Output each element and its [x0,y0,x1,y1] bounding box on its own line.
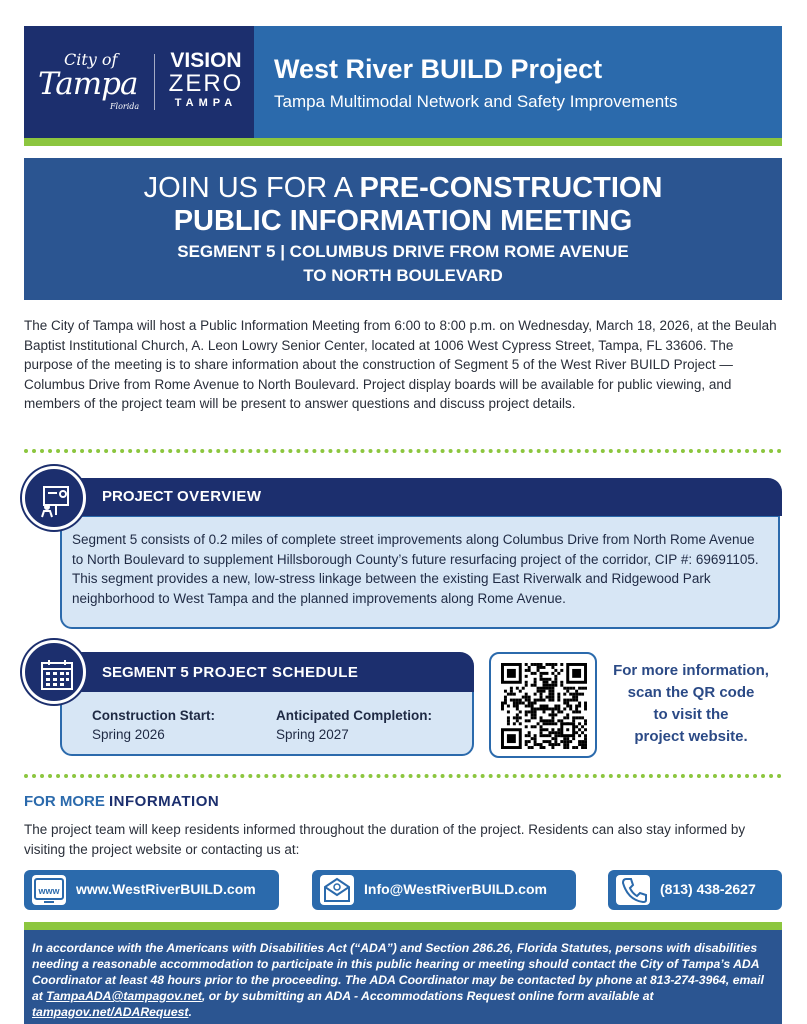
overview-text: Segment 5 consists of 0.2 miles of complete street improvements along Columbus Drive from North Rome Avenue to North Boulevard to supplement Hillsborough County’s future resurfacing project of the corridor, CIP #: 69691105. This segment provides a new, low-stress linkage between the existing East Riverwalk and Ridgewood Park neighborhood to West Tampa and the planned improvements along Rome Avenue. [72,532,759,606]
header-logo-panel [24,26,254,138]
ada-part2: , or by submitting an ADA - Accommodations Request online form available at [201,989,654,1003]
project-subtitle: Tampa Multimodal Network and Safety Improvements [274,92,678,111]
more-info-text: The project team will keep residents informed throughout the duration of the project. Residents can also stay informed by visiting the project website or contacting us at: [24,822,746,857]
website-icon [32,875,66,905]
more-info-title-bold: INFORMATION [109,793,220,810]
header-title-panel [254,26,782,138]
qr-caption-line1: For more information, [613,662,769,679]
completion-value: Spring 2027 [276,727,349,742]
vision-zero-logo [162,50,250,110]
schedule-box [60,690,474,756]
intro-paragraph: The City of Tampa will host a Public Information Meeting from 6:00 to 8:00 p.m. on Wednesday, March 18, 2026, at the Beulah Baptist Institutional Church, A. Leon Lowry Senior Center, located at 1006 West Cypress Street, Tampa, FL 33606. The purpose of the meeting is to share information about the construction of Segment 5 of the West River BUILD Project — Columbus Drive from Rome Avenue to North Boulevard. Project display boards will be available for public viewing, and members of the project team will be present to answer questions and discuss project details. [24,318,777,411]
schedule-title [102,664,358,681]
ada-notice [24,930,782,1024]
qr-code-frame[interactable] [489,652,597,758]
qr-caption [600,660,782,748]
overview-header-bar [60,478,782,516]
vz-zero: ZERO [168,70,244,97]
header-accent-bar [24,138,782,146]
banner-segment [24,240,782,288]
calendar-icon [39,657,75,693]
dotted-divider [24,774,782,778]
vz-vision: VISION [170,49,242,72]
phone-link[interactable] [608,870,782,910]
website-link[interactable] [24,870,279,910]
city-of-tampa-logo [34,46,154,116]
logo-divider [154,54,155,110]
more-info-title [24,793,219,810]
email-icon [320,875,354,905]
ada-text [32,940,776,1020]
ada-email-link[interactable]: TampaADA@tampagov.net [46,989,202,1003]
qr-caption-line3: to visit the [653,706,729,723]
project-title: West River BUILD Project [274,54,603,84]
ada-part3: . [188,1005,192,1019]
overview-title [102,488,262,505]
ada-accent-bar [24,922,782,930]
vz-tampa: TAMPA [174,97,238,109]
overview-icon-circle [22,466,86,530]
schedule-header-bar [60,652,474,692]
banner-heading [24,172,782,238]
qr-code[interactable] [501,663,587,749]
email-link[interactable] [312,870,576,910]
logo-city-of: City of [64,50,118,69]
ada-request-link[interactable]: tampagov.net/ADARequest [32,1005,189,1019]
banner-segment-line1: SEGMENT 5 | COLUMBUS DRIVE FROM ROME AVENUE [177,242,629,261]
ada-part1: In accordance with the Americans with Disabilities Act (“ADA”) and Section 286.26, Florida Statutes, persons with disabilities needing a reasonable accommodation to participate in this public hearing or meeting should contact the City of Tampa’s ADA Coordinator at least 48 hours prior to the proceeding. The ADA Coordinator may be contacted by phone at 813-274-3964, email at [32,941,764,1003]
construction-start-label: Construction Start: [92,708,215,723]
logo-tampa: Tampa [38,66,138,102]
schedule-title-lite: SEGMENT 5 [102,664,193,681]
phone-text[interactable]: (813) 438-2627 [660,881,756,897]
overview-title-bold: OVERVIEW [177,488,262,505]
schedule-title-bold: PROJECT SCHEDULE [192,664,359,681]
qr-caption-line2: scan the QR code [627,684,755,701]
banner-heading-bold: PRE-CONSTRUCTION [359,172,663,204]
overview-title-lite: PROJECT [102,488,178,505]
more-info-title-lite: FOR MORE [24,793,109,810]
meeting-banner [24,158,782,300]
completion-label: Anticipated Completion: [276,708,432,723]
banner-heading-line2: PUBLIC INFORMATION MEETING [173,205,633,237]
website-icon-text: www [38,886,60,896]
logo-florida: Florida [110,102,140,111]
qr-caption-line4: project website. [634,728,748,745]
dotted-divider [24,449,782,453]
presentation-board-icon [39,483,75,519]
construction-start-value: Spring 2026 [92,727,165,742]
schedule-icon-circle [22,640,86,704]
email-text[interactable]: Info@WestRiverBUILD.com [364,881,547,897]
banner-heading-lite: JOIN US FOR A [143,172,360,204]
banner-segment-line2: TO NORTH BOULEVARD [303,266,503,285]
website-text[interactable]: www.WestRiverBUILD.com [76,881,256,897]
phone-icon [616,875,650,905]
